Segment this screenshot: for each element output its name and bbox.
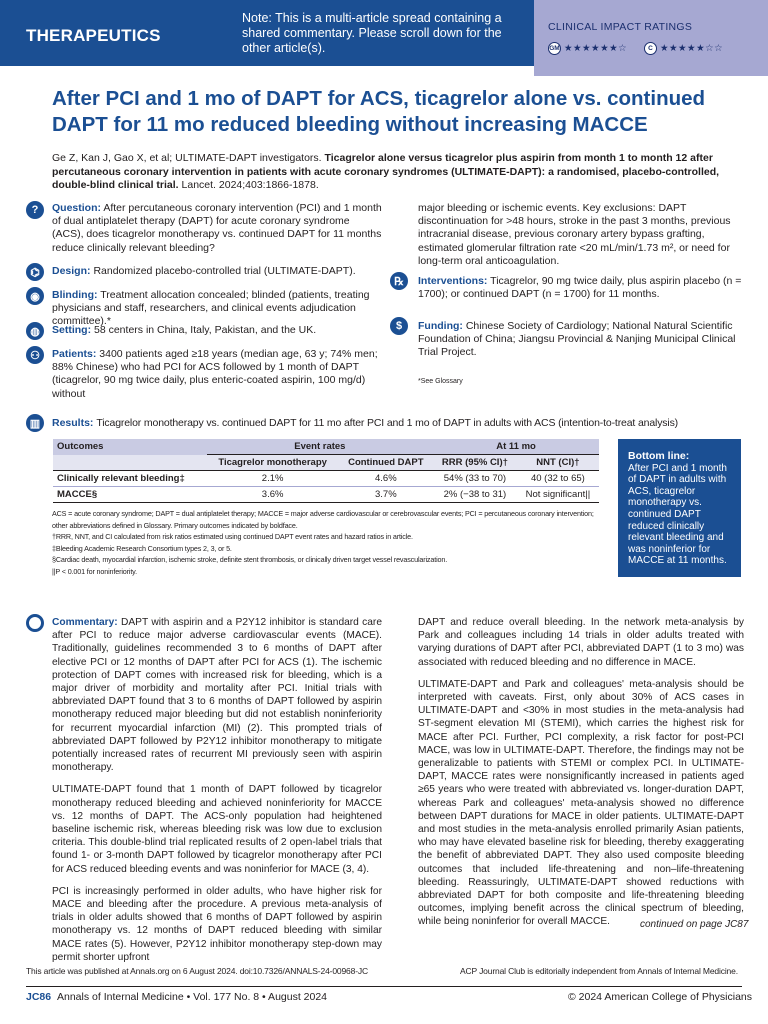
commentary-right-column <box>418 616 744 938</box>
header-nnt: NNT (CI)† <box>517 455 599 471</box>
copyright: © 2024 American College of Physicians <box>568 991 753 1003</box>
independence-note: ACP Journal Club is editorially independent from Annals of Internal Medicine. <box>460 966 738 976</box>
citation-article: Ticagrelor alone versus ticagrelor plus aspirin from month 1 to month 12 after percutaneous coronary intervention in patients with acute coronary syndromes (ULTIMATE-DAPT): a randomised, placebo-controlled, double-blind clinical trial. <box>52 152 720 191</box>
rrr-value: 54% (33 to 70) <box>433 471 517 487</box>
commentary-left-column <box>52 616 382 973</box>
header-rrr: RRR (95% CI)† <box>433 455 517 471</box>
design-label: Design: <box>52 265 91 277</box>
blinding-text: Treatment allocation concealed; blinded (patients, treating physicians and staff, researchers, and clinical events adjudication committee).* <box>52 289 370 328</box>
patients-continued: major bleeding or ischemic events. Key exclusions: DAPT discontinuation for >48 hours, stroke in the past 3 months, previous intracranial disease, previous coronary artery bypass grafting, estimated glomerular filtration rate <20 mL/min/1.73 m², or need for long-term oral anticoagulation. <box>418 202 731 267</box>
results-chart-icon: ▥ <box>26 414 44 432</box>
table-footnotes <box>52 508 600 577</box>
table-row <box>53 471 599 487</box>
ticagrelor-rate: 2.1% <box>207 471 339 487</box>
footer-divider <box>26 986 742 987</box>
article-title: After PCI and 1 mo of DAPT for ACS, ticagrelor alone vs. continued DAPT for 11 mo reduced bleeding without increasing MACCE <box>52 87 706 136</box>
footnote: ||P < 0.001 for noninferiority. <box>52 566 137 576</box>
setting-label: Setting: <box>52 324 92 336</box>
table-row <box>53 487 599 503</box>
design-icon: ⌬ <box>26 263 44 281</box>
commentary-paragraph: ULTIMATE-DAPT and Park and colleagues' meta-analysis should be interpreted with caveats. First, only about 30% of ACS cases in ULTIMATE-DAPT and <30% in most studies in the meta-analysis had ST-segment elevation MI (STEMI), which carries the highest risk for MACE after PCI. Further, PCI complexity, a risk factor for post-PCI MACE, was low in ULTIMATE-DAPT. Therefore, the findings may not be generalizable to patients with STEMI or complex PCI. In ULTIMATE-DAPT, MACCE rates were nonsignificantly increased in patients aged ≥65 years who were treated with abbreviated vs. longer-duration DAPT, whereas Park and colleagues' meta-analysis showed no difference between DAPT durations for MACE in older patients. ULTIMATE-DAPT and most studies in the meta-analysis enrolled primarily Asian patients, who may have elevated baseline risk for bleeding, thereby exaggerating the benefit of abbreviated DAPT. They also used composite bleeding outcomes that included life-threatening and non–life-threatening bleeding. Reassuringly, ULTIMATE-DAPT showed reductions with abbreviated DAPT for both composite and life-threatening bleeding outcomes, implying benefit across the clinical spectrum of bleeding, while being noninferior for overall MACCE. <box>418 678 744 928</box>
footnote: ‡Bleeding Academic Research Consortium types 2, 3, or 5. <box>52 543 232 553</box>
dapt-rate: 4.6% <box>339 471 433 487</box>
footnote: ACS = acute coronary syndrome; DAPT = dual antiplatelet therapy; MACCE = major adverse cardiovascular or cerebrovascular events; PCI = percutaneous coronary intervention; other abbreviations defined in Glossary. Primary outcomes indicated by boldface. <box>52 509 594 530</box>
bottom-line-box <box>618 439 741 577</box>
publication-note: This article was published at Annals.org on 6 August 2024. doi:10.7326/ANNALS-24-00968-JC <box>26 966 368 976</box>
commentary-paragraph: Commentary: DAPT with aspirin and a P2Y12 inhibitor is standard care after PCI to reduce major adverse cardiovascular events (MACE). Traditionally, guidelines recommended 3 to 6 months of DAPT after elective PCI or 12 months of DAPT after PCI for ACS (1). The ischemic protection of DAPT comes with increased risk for bleeding, which is a major driver of morbidity and mortality after PCI. Initial trials with abbreviated DAPT found that 3 to 6 months of DAPT followed by aspirin monotherapy reduced major bleeding but did not establish noninferiority for recurrent myocardial infarction (MI) (2). This prompted trials of abbreviated DAPT followed by P2Y12 inhibitor monotherapy to mitigate potentially increased rates of recurrent MI previously seen with aspirin monotherapy. <box>52 617 382 774</box>
patients-text: 3400 patients aged ≥18 years (median age, 63 y; 74% men; 88% Chinese) who had PCI for ACS followed by 1 month of DAPT (ticagrelor, 90 mg twice daily, plus enteric-coated aspirin, 100 mg/d) without <box>52 348 378 400</box>
dapt-rate: 3.7% <box>339 487 433 503</box>
commentary-label: Commentary: <box>52 617 118 628</box>
citation-source: Lancet. 2024;403:1866-1878. <box>181 179 319 191</box>
funding-icon: $ <box>390 317 408 335</box>
citation-authors: Ge Z, Kan J, Gao X, et al; ULTIMATE-DAPT investigators. <box>52 152 322 164</box>
setting-text: 58 centers in China, Italy, Pakistan, and the UK. <box>94 324 317 336</box>
patients-block <box>52 348 384 401</box>
commentary-paragraph: PCI is increasingly performed in older adults, who have higher risk for MACE and bleeding after the procedure. A previous meta-analysis of trials in older adults showed that 6 months of DAPT followed by aspirin monotherapy vs. 12 months of DAPT reduced bleeding with similar MACE rates (5). However, P2Y12 inhibitor monotherapy step-down may permit shorter upfront <box>52 885 382 963</box>
page-number: JC86 <box>26 991 52 1003</box>
rating-stars: ★★★★★☆☆ <box>660 43 724 54</box>
results-caption <box>52 417 678 429</box>
bottom-line-text: After PCI and 1 month of DAPT in adults with ACS, ticagrelor monotherapy vs. continued DAPT reduced clinically relevant bleeding and was noninferior for MACCE at 11 months. <box>628 462 727 567</box>
funding-block <box>418 320 744 360</box>
rating-gm <box>548 42 627 55</box>
patients-icon: ⚇ <box>26 346 44 364</box>
outcome-cell: Clinically relevant bleeding‡ <box>53 471 207 487</box>
results-table <box>53 439 599 503</box>
patients-label: Patients: <box>52 348 97 360</box>
rating-c <box>644 42 723 55</box>
funding-label: Funding: <box>418 320 463 332</box>
nnt-value: 40 (32 to 65) <box>517 471 599 487</box>
setting-block <box>52 324 384 337</box>
design-text: Randomized placebo-controlled trial (ULTIMATE-DAPT). <box>93 265 356 277</box>
commentary-bubble-icon <box>26 614 44 632</box>
footnote: §Cardiac death, myocardial infarction, ischemic stroke, definite stent thrombosis, or clinically driven target vessel revascularization. <box>52 555 448 564</box>
header-ticagrelor: Ticagrelor monotherapy <box>207 455 339 471</box>
blinding-icon: ◉ <box>26 287 44 305</box>
ticagrelor-rate: 3.6% <box>207 487 339 503</box>
table-subheader-row <box>53 455 599 471</box>
interventions-label: Interventions: <box>418 275 488 287</box>
glossary-note: *See Glossary <box>418 378 463 385</box>
c-badge-icon: C <box>644 42 657 55</box>
header-event-rates: Event rates <box>207 439 433 455</box>
bottom-line-label: Bottom line: <box>628 450 690 462</box>
prescription-icon: ℞ <box>390 272 408 290</box>
funding-text: Chinese Society of Cardiology; National Natural Scientific Foundation of China; Jiangsu Provincial & Nanjing Municipal Clinical Trial Project. <box>418 320 736 359</box>
continued-note: continued on page JC87 <box>640 919 749 930</box>
table-header-row <box>53 439 599 455</box>
question-block <box>52 202 384 255</box>
globe-icon: ◍ <box>26 322 44 340</box>
journal-info: Annals of Internal Medicine • Vol. 177 No. 8 • August 2024 <box>57 991 328 1003</box>
rating-stars: ★★★★★★☆ <box>564 43 628 54</box>
header-at-11-mo: At 11 mo <box>433 439 599 455</box>
outcome-cell: MACCE§ <box>53 487 207 503</box>
footnote: †RRR, NNT, and CI calculated from risk ratios estimated using continued DAPT event rates and hazard ratios in article. <box>52 532 413 541</box>
question-text: After percutaneous coronary intervention (PCI) and 1 month of dual antiplatelet therapy (DAPT) for acute coronary syndrome (ACS), does ticagrelor monotherapy vs. continued DAPT for 11 months reduce clinically relevant bleeding? <box>52 202 382 254</box>
header-outcomes: Outcomes <box>53 439 207 455</box>
results-label: Results: <box>52 417 94 429</box>
commentary-paragraph: ULTIMATE-DAPT found that 1 month of DAPT followed by ticagrelor monotherapy reduced bleeding and achieved noninferiority for MACCE vs. 12 months of DAPT. The ACS-only population had heightened baseline ischemic risk, whereas bleeding risk was low due to exclusion criteria. This double-blind trial replicated results of 2 open-label trials that found 1- or 3-month DAPT followed by ticagrelor monotherapy after PCI for ACS reduced bleeding events and was noninferior for MACE (3, 4). <box>52 784 382 875</box>
results-caption-text: Ticagrelor monotherapy vs. continued DAPT for 11 mo after PCI and 1 mo of DAPT in adults with ACS (intention-to-treat analysis) <box>96 417 679 429</box>
gm-badge-icon: GM <box>548 42 561 55</box>
multi-article-note: Note: This is a multi-article spread containing a shared commentary. Please scroll down for the other article(s). <box>242 11 502 55</box>
header-continued-dapt: Continued DAPT <box>339 455 433 471</box>
nnt-value: Not significant|| <box>517 487 599 503</box>
interventions-text: Ticagrelor, 90 mg twice daily, plus aspirin placebo (n = 1700); or continued DAPT (n = 1700) for 11 months. <box>418 275 742 301</box>
blinding-label: Blinding: <box>52 289 98 301</box>
section-label: THERAPEUTICS <box>26 26 161 45</box>
citation <box>52 152 742 193</box>
rrr-value: 2% (−38 to 31) <box>433 487 517 503</box>
clinical-impact-ratings <box>534 0 768 76</box>
question-label: Question: <box>52 202 101 214</box>
blinding-block <box>52 289 384 329</box>
question-icon: ? <box>26 201 44 219</box>
interventions-block <box>418 275 744 301</box>
ratings-title: CLINICAL IMPACT RATINGS <box>548 21 693 33</box>
commentary-paragraph: DAPT and reduce overall bleeding. In the network meta-analysis by Park and colleagues including 14 trials in older adults treated with varying durations of DAPT after PCI, abbreviated DAPT (1 to 3 mo) was associated with reduced bleeding and no difference in MACE. <box>418 617 744 668</box>
design-block <box>52 265 384 278</box>
